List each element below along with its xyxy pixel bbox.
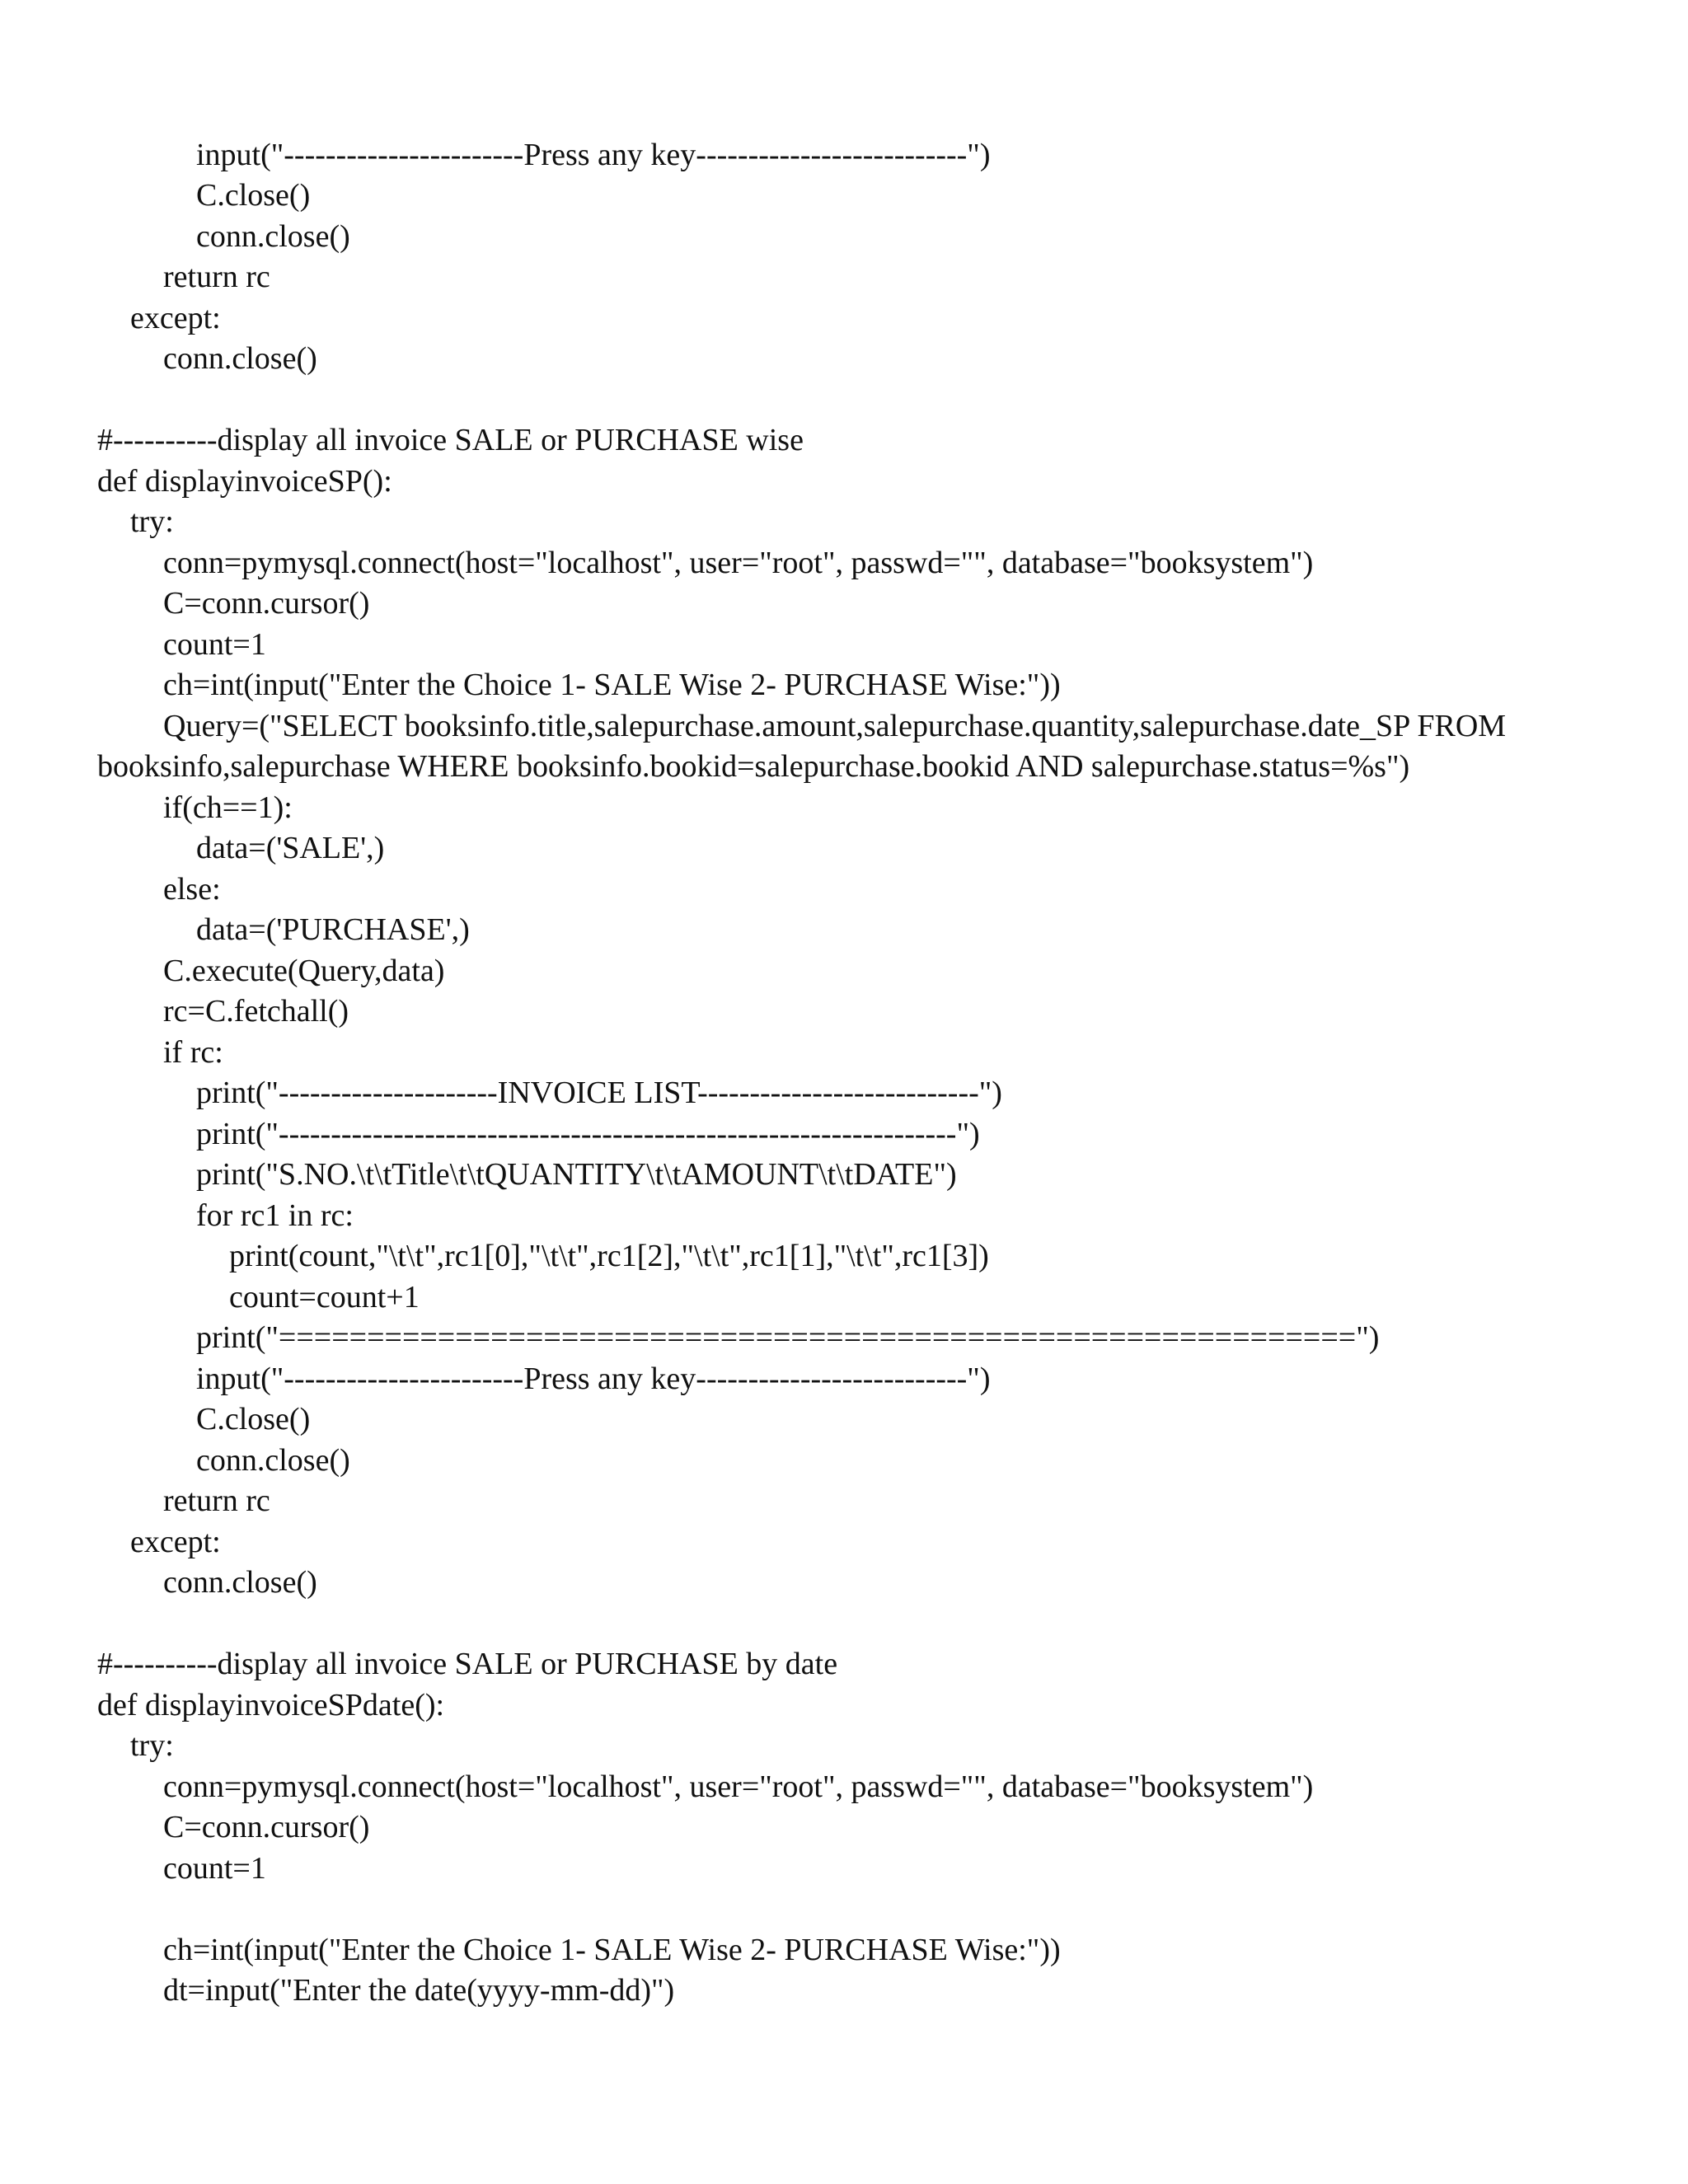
code-comment: #----------display all invoice SALE or PURCHASE by date — [97, 1647, 838, 1681]
code-line: C.execute(Query,data) — [163, 954, 445, 988]
code-line: C=conn.cursor() — [163, 586, 370, 621]
code-line: ch=int(input("Enter the Choice 1- SALE Wise 2- PURCHASE Wise:")) — [163, 668, 1061, 702]
code-line: count=1 — [163, 1851, 266, 1886]
code-line: try: — [130, 1728, 174, 1763]
code-line: print("-----------------------------------------------------------------") — [196, 1117, 980, 1151]
code-line: except: — [130, 1525, 221, 1559]
code-line: return rc — [163, 1483, 270, 1518]
code-line: else: — [163, 872, 221, 907]
code-line: C=conn.cursor() — [163, 1810, 370, 1844]
code-line: count=1 — [163, 627, 266, 662]
code-line: return rc — [163, 260, 270, 294]
code-line: if rc: — [163, 1035, 223, 1070]
code-line: rc=C.fetchall() — [163, 994, 349, 1029]
code-line: conn.close() — [196, 219, 350, 254]
code-line: print(count,"\t\t",rc1[0],"\t\t",rc1[2],"\t\t",rc1[1],"\t\t",rc1[3]) — [229, 1239, 989, 1273]
code-line: print("=============================================================") — [196, 1320, 1380, 1355]
code-line: Query=("SELECT booksinfo.title,salepurchase.amount,salepurchase.quantity,salepurchase.date_SP FROM — [163, 709, 1507, 743]
function-definition: def displayinvoiceSP(): — [97, 464, 392, 499]
code-line: conn.close() — [196, 1443, 350, 1478]
code-comment: #----------display all invoice SALE or PURCHASE wise — [97, 423, 804, 457]
code-line: C.close() — [196, 1402, 311, 1436]
code-line: except: — [130, 301, 221, 335]
code-line: input("-----------------------Press any key--------------------------") — [196, 1361, 991, 1396]
code-line: data=('PURCHASE',) — [196, 912, 470, 947]
function-definition: def displayinvoiceSPdate(): — [97, 1688, 445, 1722]
code-line: print("---------------------INVOICE LIST---------------------------") — [196, 1076, 1002, 1110]
code-line: conn.close() — [163, 341, 317, 376]
code-line: C.close() — [196, 178, 311, 213]
code-line: input("-----------------------Press any key--------------------------") — [196, 138, 991, 172]
code-line: dt=input("Enter the date(yyyy-mm-dd)") — [163, 1973, 675, 2008]
code-line: conn=pymysql.connect(host="localhost", user="root", passwd="", database="booksystem") — [163, 546, 1314, 580]
code-line: if(ch==1): — [163, 790, 293, 825]
code-line: data=('SALE',) — [196, 831, 385, 865]
code-line: count=count+1 — [229, 1280, 420, 1315]
code-line: conn.close() — [163, 1565, 317, 1600]
code-line: for rc1 in rc: — [196, 1198, 354, 1233]
code-line: conn=pymysql.connect(host="localhost", user="root", passwd="", database="booksystem") — [163, 1769, 1314, 1804]
code-line: booksinfo,salepurchase WHERE booksinfo.bookid=salepurchase.bookid AND salepurchase.status=%s") — [97, 749, 1410, 784]
code-line: ch=int(input("Enter the Choice 1- SALE Wise 2- PURCHASE Wise:")) — [163, 1933, 1061, 1967]
code-line: try: — [130, 504, 174, 539]
code-line: print("S.NO.\t\tTitle\t\tQUANTITY\t\tAMOUNT\t\tDATE") — [196, 1157, 957, 1192]
